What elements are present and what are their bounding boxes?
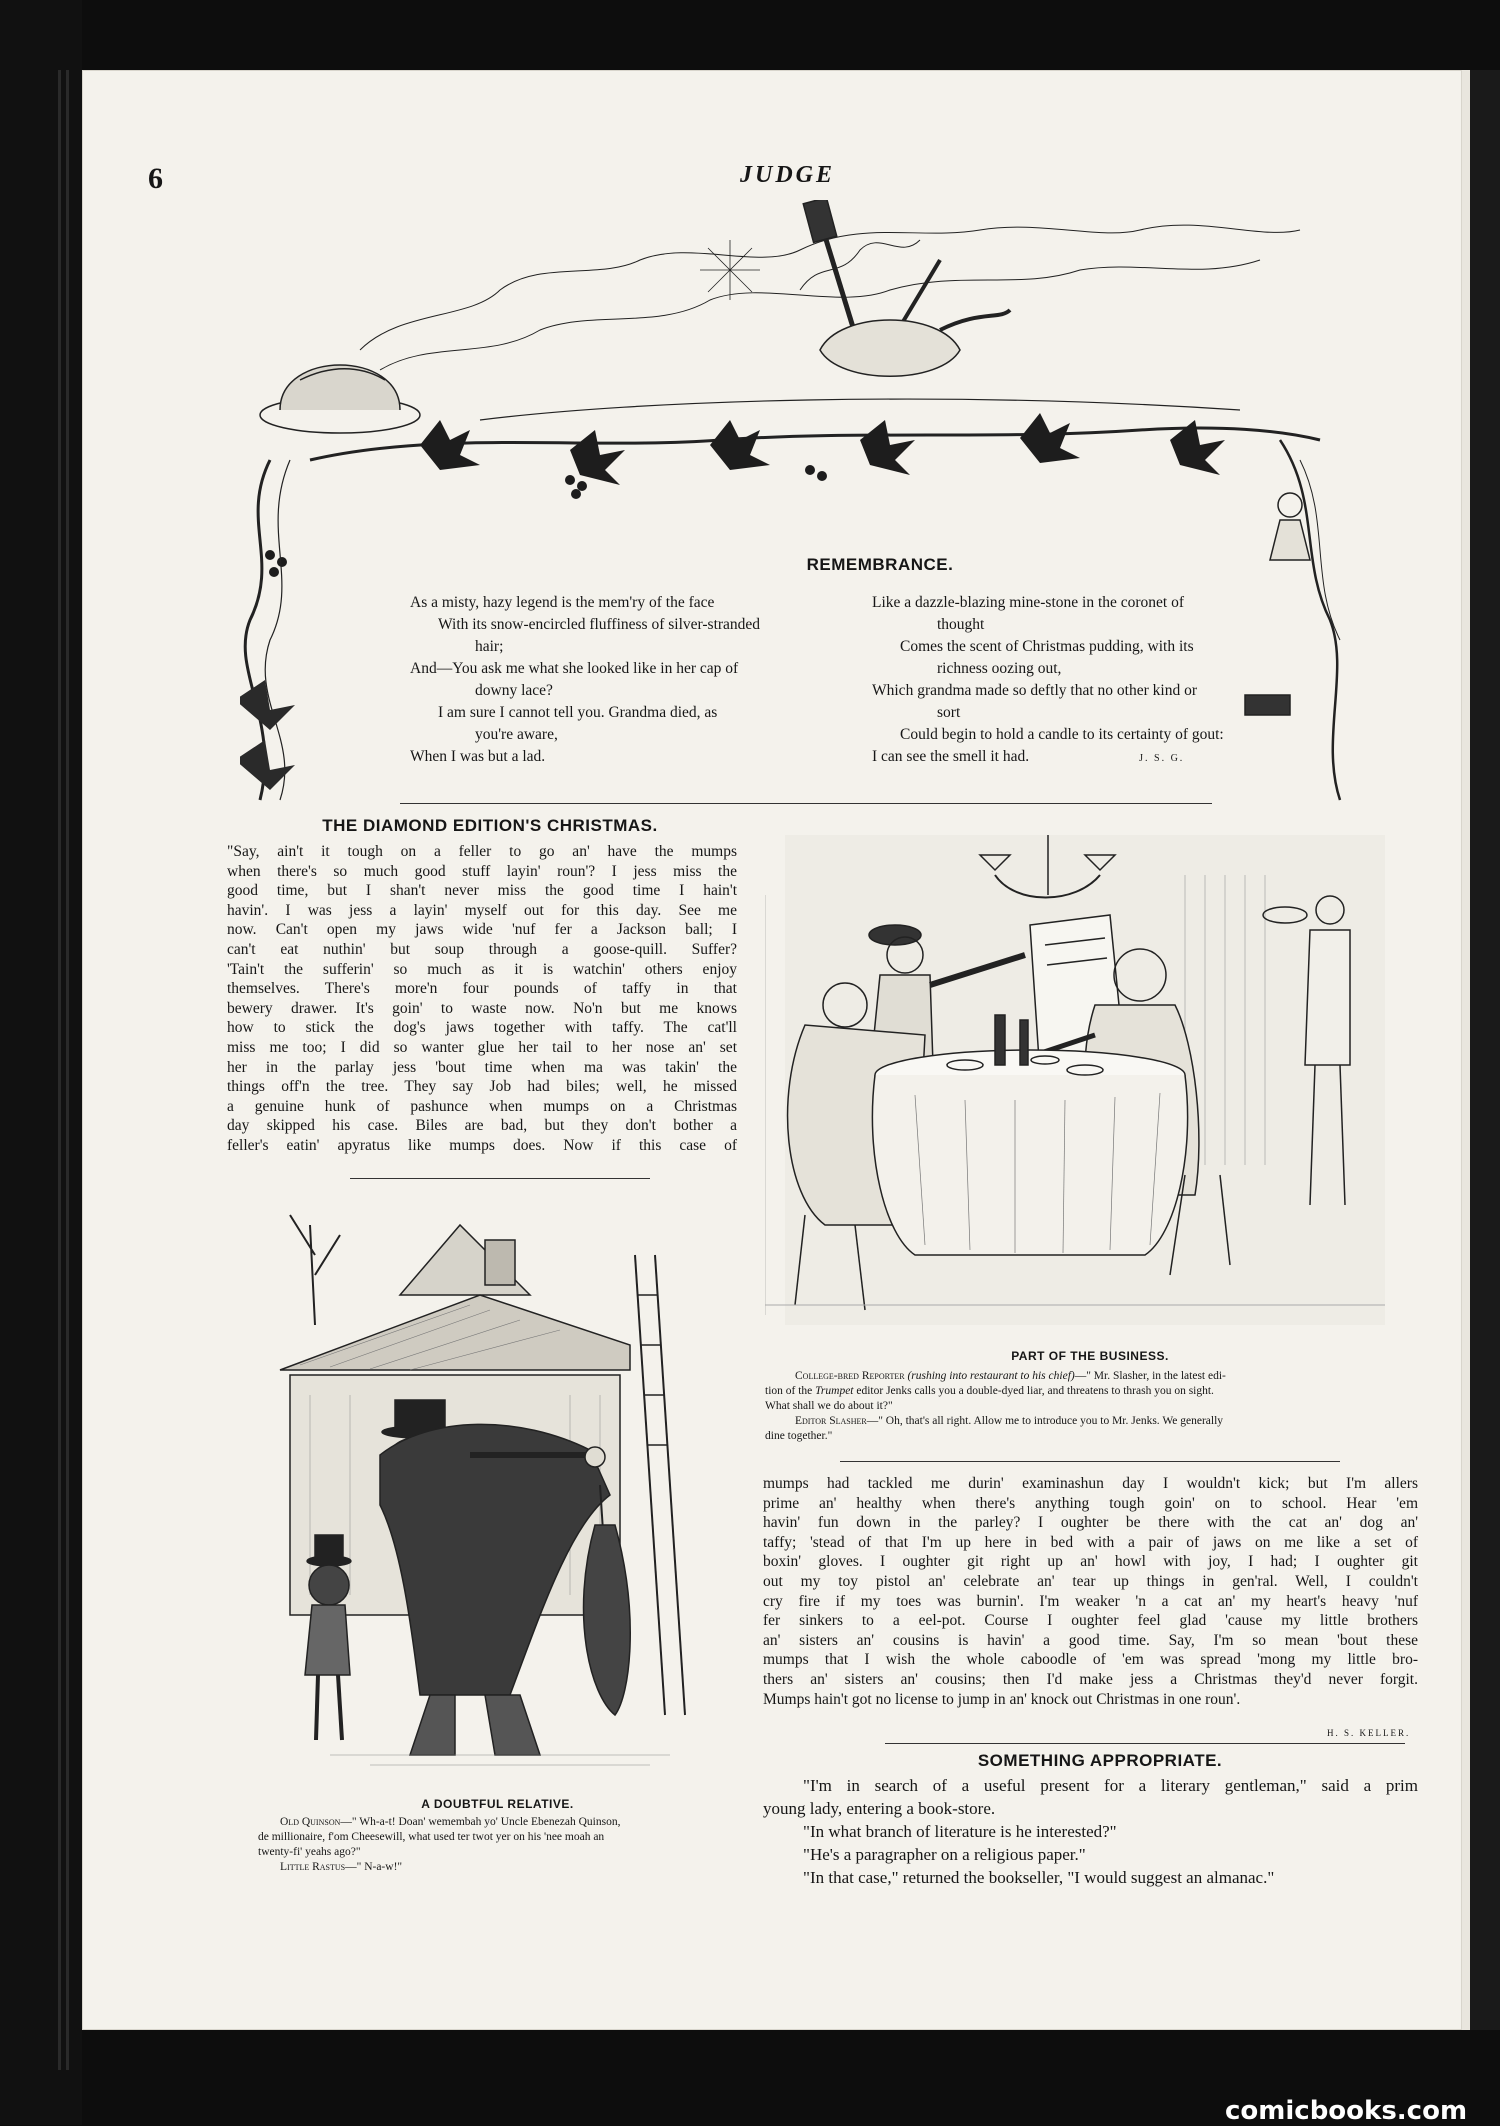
poem-line: [872, 746, 1292, 770]
article-line: mumps that I wish the whole caboodle of 'em was spread 'mong my little bro-: [763, 1651, 1418, 1669]
joke-line: "I'm in search of a useful present for a literary gentleman," said a prim: [803, 1776, 1418, 1795]
article-line: now. Can't open my jaws wide 'nuf fer a Jackson ball; I: [227, 921, 737, 939]
article-line: prime an' healthy when there's anything tough goin' on to school. Hear 'em: [763, 1494, 1418, 1512]
poem-line: With its snow-encircled fluffiness of silver-stranded: [438, 616, 761, 633]
restaurant-cartoon-illustration: [765, 835, 1417, 1330]
cartoon-caption: [765, 1369, 1425, 1444]
article-line: 'Tain't the sufferin' so much as it is watchin' others enjoy: [227, 960, 737, 978]
caption-line: [765, 1384, 1425, 1399]
caption-text: —" Mr. Slasher, in the latest edi-: [1074, 1370, 1226, 1382]
poem-signature: J. S. G.: [1139, 753, 1185, 764]
article-line: can't eat nuthin' but soup through a goose-quill. Suffer?: [227, 940, 737, 958]
caption-speaker: College-bred Reporter: [795, 1370, 905, 1382]
caption-line: [765, 1414, 1425, 1429]
article-title: THE DIAMOND EDITION'S CHRISTMAS.: [322, 816, 658, 835]
caption-stage-direction: (rushing into restaurant to his chief): [907, 1370, 1075, 1382]
short-divider: [840, 1461, 1340, 1462]
scan-left-edge: [0, 0, 82, 2125]
poem-right-column: [872, 592, 1292, 770]
article-line: taffy; 'stead of that I'm up here in bed with a pair of jaws on me like a set of: [763, 1533, 1418, 1551]
caption-line: de millionaire, f'om Cheesewill, what used ter twot yer on his 'nee moah an: [258, 1831, 605, 1843]
poem-line: As a misty, hazy legend is the mem'ry of the face: [410, 594, 715, 611]
caption-text: —" Wh-a-t! Doan' wemembah yo' Uncle Ebenezah Quinson,: [340, 1816, 621, 1828]
poem-line: When I was but a lad.: [410, 748, 546, 765]
poem-line: downy lace?: [475, 682, 553, 699]
cartoon-title: A DOUBTFUL RELATIVE.: [421, 1797, 574, 1811]
article-line: miss me too; I did so wanter glue her tail to her nose an' set: [227, 1038, 737, 1056]
site-watermark: comicbooks.com: [1225, 2096, 1468, 2126]
article-signature: H. S. KELLER.: [1327, 1728, 1411, 1738]
article-line: feller's eatin' apyratus like mumps does. Now if this case of: [227, 1136, 737, 1154]
caption-paper-name: Trumpet: [815, 1385, 854, 1397]
poem-line: hair;: [475, 638, 504, 655]
cartoon-title: PART OF THE BUSINESS.: [1011, 1349, 1169, 1363]
binding-right-edge: [1462, 70, 1500, 2030]
poem-line: Comes the scent of Christmas pudding, with its: [900, 638, 1194, 655]
joke-line: "He's a paragrapher on a religious paper.": [803, 1845, 1086, 1864]
poem-line-text: I can see the smell it had.: [872, 748, 1030, 765]
poem-line: I am sure I cannot tell you. Grandma died, as: [438, 704, 718, 721]
article-line: day skipped his case. Biles are bad, but they don't bother a: [227, 1117, 737, 1135]
caption-speaker: Little Rastus: [280, 1861, 346, 1873]
poem-line: you're aware,: [475, 726, 558, 743]
page-number: 6: [148, 162, 163, 195]
article-line: out my toy pistol an' celebrate an' tear up things in gen'ral. Well, I couldn't: [763, 1572, 1418, 1590]
joke-line: "In what branch of literature is he interested?": [803, 1822, 1117, 1841]
short-divider: [885, 1743, 1405, 1744]
article-line: "Say, ain't it tough on a feller to go an' have the mumps: [227, 843, 737, 860]
article-line: a genuine hunk of pashunce when mumps on a Christmas: [227, 1097, 737, 1115]
caption-line: [258, 1815, 738, 1830]
article-line: themselves. There's more'n four pounds of taffy in that: [227, 980, 737, 998]
article-column-1: [227, 842, 737, 1156]
poem-line: richness oozing out,: [937, 660, 1062, 677]
masthead: JUDGE: [740, 162, 836, 188]
poem-line: Which grandma made so deftly that no other kind or: [872, 682, 1197, 699]
article-line: Mumps hain't got no license to jump in an' knock out Christmas in one roun'.: [763, 1690, 1241, 1708]
article-line: how to stick the dog's jaws together with taffy. The cat'll: [227, 1019, 737, 1037]
article-line: fer sinkers to a eel-pot. Course I oughter feel glad 'cause my little brothers: [763, 1612, 1418, 1630]
caption-text: —" Oh, that's all right. Allow me to introduce you to Mr. Jenks. We generally: [866, 1415, 1224, 1427]
article-line: havin' fun down in the parley? I oughter be there with the cat an' dog an': [763, 1514, 1418, 1532]
spine-line: [58, 70, 61, 2070]
article-line: mumps had tackled me durin' examinashun day I wouldn't kick; but I'm allers: [763, 1475, 1418, 1492]
joke-body: [763, 1774, 1418, 1889]
article-line: good time, but I shan't never miss the good time I hain't: [227, 882, 737, 900]
poem-line: sort: [937, 704, 961, 721]
caption-text: —" N-a-w!": [345, 1861, 403, 1873]
article-line: things off'n the tree. They say Job had biles; well, he missed: [227, 1078, 737, 1096]
poem-line: Like a dazzle-blazing mine-stone in the coronet of: [872, 594, 1185, 611]
doubtful-relative-cartoon-illustration: [270, 1195, 725, 1785]
caption-speaker: Editor Slasher: [795, 1415, 867, 1427]
article-column-2: [763, 1474, 1418, 1709]
article-line: her in the parlay jess 'bout time when ma was takin' the: [227, 1058, 737, 1076]
spine-line: [66, 70, 69, 2070]
poem-line: And—You ask me what she looked like in her cap of: [410, 660, 739, 677]
joke-title: SOMETHING APPROPRIATE.: [977, 1751, 1223, 1770]
cartoon-caption: [258, 1815, 738, 1875]
caption-speaker: Old Quinson: [280, 1816, 341, 1828]
caption-line: [765, 1369, 1425, 1384]
article-line: bewery drawer. It's goin' to waste now. No'n but me knows: [227, 999, 737, 1017]
article-line: when there's so much good stuff layin' roun'? I jess miss the: [227, 862, 737, 880]
section-divider: [400, 803, 1212, 804]
article-line: boxin' gloves. I oughter git right up an' howl with joy, I had; I oughter git: [763, 1553, 1418, 1571]
short-divider: [350, 1178, 650, 1179]
caption-text: editor Jenks calls you a double-dyed liar, and threatens to thrash you on sight.: [856, 1385, 1214, 1397]
poem-title: REMEMBRANCE.: [806, 555, 954, 574]
article-line: havin'. I was jess a layin' myself out for this day. See me: [227, 901, 737, 919]
caption-line: twenty-fi' yeahs ago?": [258, 1846, 361, 1858]
article-line: an' sisters an' cousins is havin' a good time. Say, I'm so mean 'bout these: [763, 1631, 1418, 1649]
article-line: cry fire if my toes was burnin'. I'm weaker 'n a cat an' my heart's heavy 'nuf: [763, 1592, 1418, 1610]
poem-left-column: [410, 592, 830, 768]
caption-line: dine together.": [765, 1430, 833, 1442]
joke-line: young lady, entering a book-store.: [763, 1799, 996, 1818]
caption-text: tion of the: [765, 1385, 813, 1397]
poem-line: Could begin to hold a candle to its certainty of gout:: [900, 726, 1224, 743]
caption-line: [258, 1860, 738, 1875]
caption-line: What shall we do about it?": [765, 1400, 893, 1412]
article-line: thers an' sisters an' cousins; then I'd make jess a Christmas they'd never forgit.: [763, 1670, 1418, 1688]
joke-line: "In that case," returned the bookseller, "I would suggest an almanac.": [803, 1868, 1275, 1887]
poem-line: thought: [937, 616, 985, 633]
